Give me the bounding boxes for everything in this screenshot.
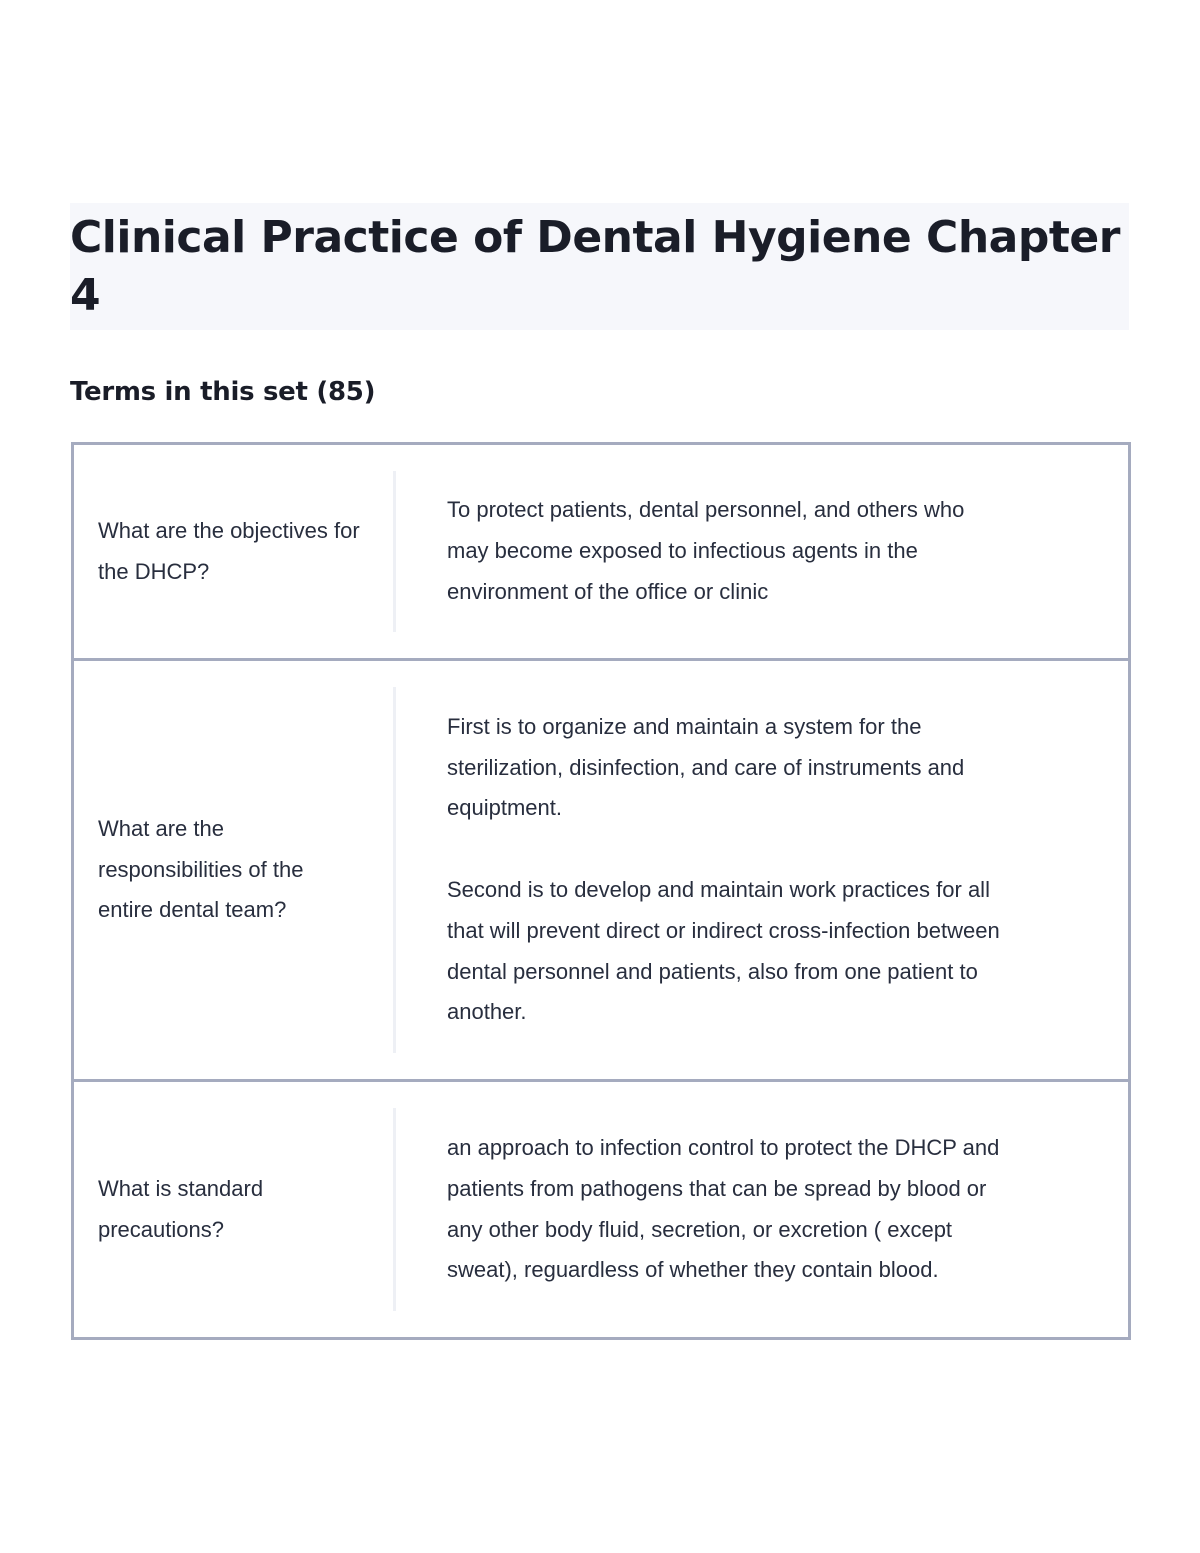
term-text xyxy=(98,661,360,1079)
card-divider xyxy=(393,471,396,632)
definition-label: To protect patients, dental personnel, and others who may become exposed to infectious agents in the environment of the office or clinic xyxy=(447,497,965,604)
page-title: Clinical Practice of Dental Hygiene Chapter 4 xyxy=(70,212,1120,321)
definition-label: an approach to infection control to protect the DHCP and patients from pathogens that can be spread by blood or any other body fluid, secretion, or excretion ( except sweat), reguardless of whether they contain blood. xyxy=(447,1134,1000,1283)
term-label: What are the objectives for the DHCP? xyxy=(98,517,360,584)
card-divider xyxy=(393,1108,396,1311)
term-text xyxy=(98,1082,360,1337)
term-card xyxy=(71,658,1131,1082)
definition-text xyxy=(447,1082,1007,1337)
term-text xyxy=(98,445,360,658)
term-card xyxy=(71,1079,1131,1340)
terms-count-heading: Terms in this set (85) xyxy=(70,377,376,407)
term-label: What is standard precautions? xyxy=(98,1175,264,1242)
definition-text xyxy=(447,661,1007,1079)
term-label: What are the responsibilities of the entire dental team? xyxy=(98,815,304,923)
card-divider xyxy=(393,687,396,1053)
term-card xyxy=(71,442,1131,661)
definition-label: First is to organize and maintain a system for the sterilization, disinfection, and care of instruments and equiptment. Second is to develop and maintain work practices for all that will prevent direct or indirect cross-infection between dental personnel and patients, also from one patient to another. xyxy=(447,713,1000,1025)
definition-text xyxy=(447,445,1007,658)
